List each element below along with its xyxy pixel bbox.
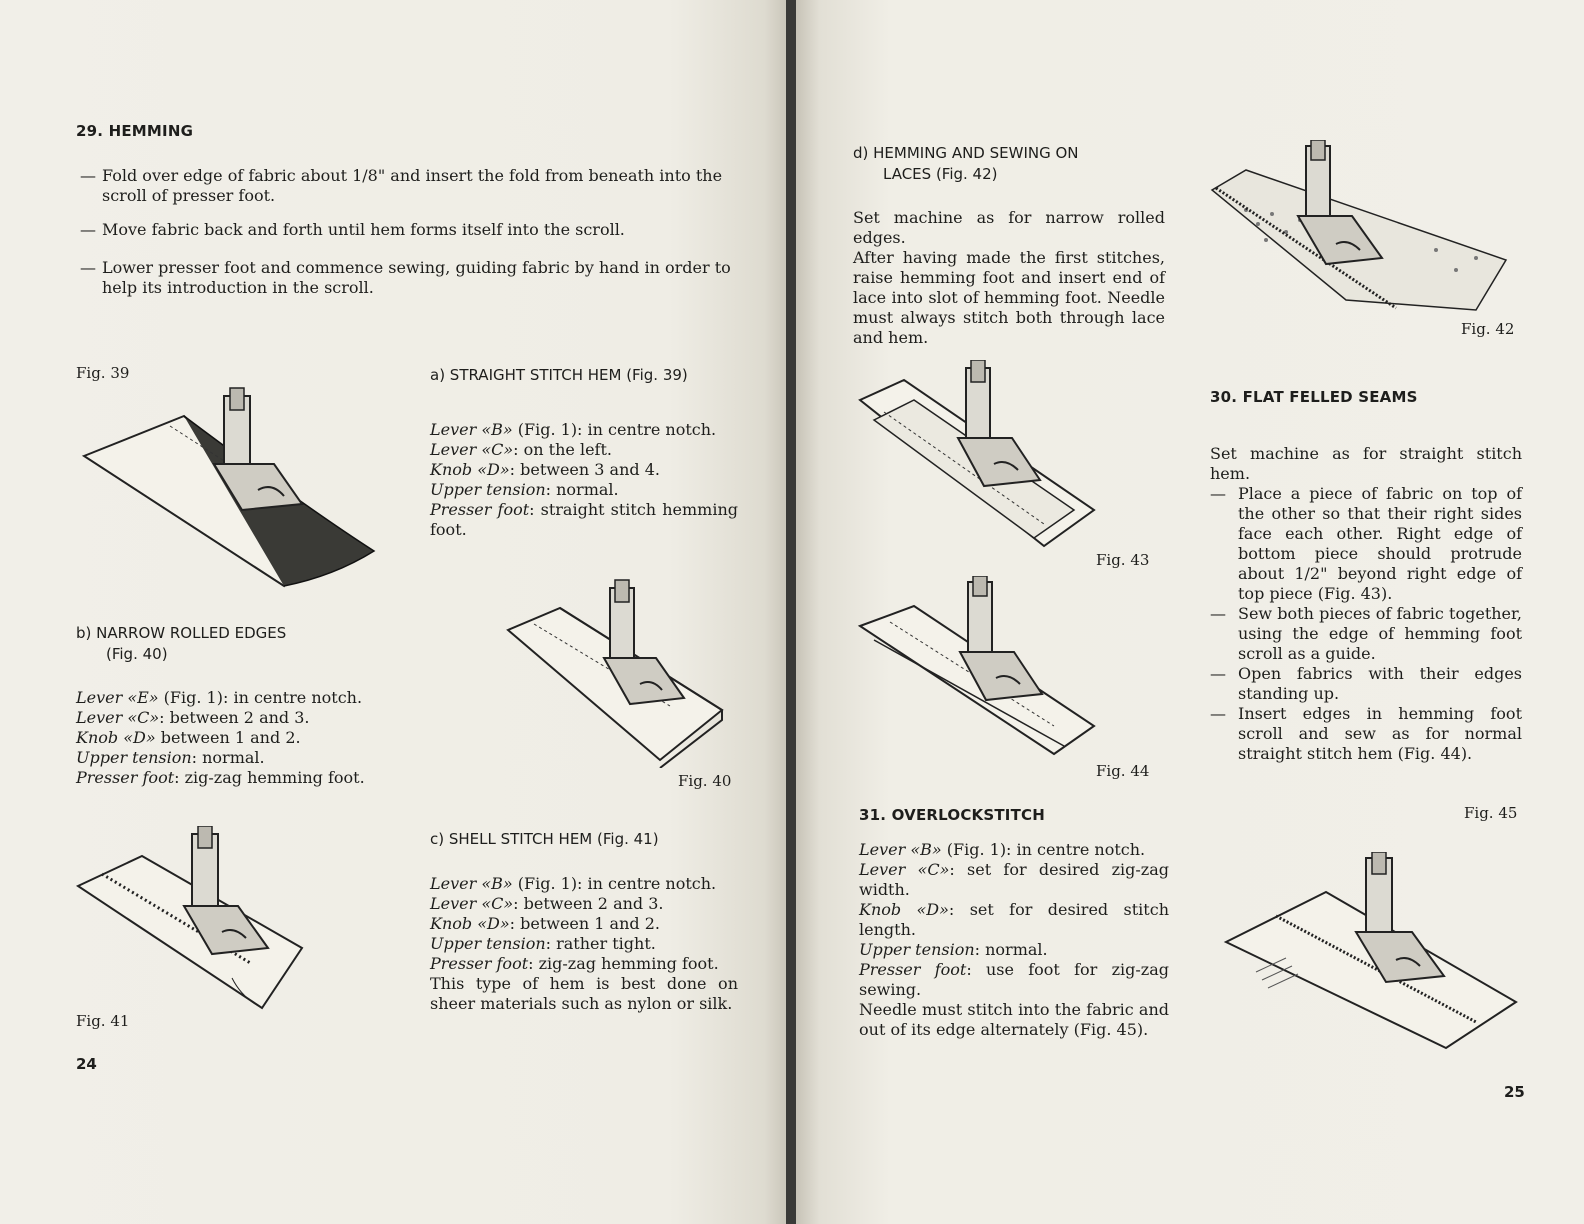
- setting-line: Lever «B» (Fig. 1): in centre notch.: [859, 840, 1146, 859]
- hemming-steps: [80, 166, 738, 298]
- hemming-step: — Fold over edge of fabric about 1/8" and insert the fold from beneath into the scroll of presser foot.: [80, 166, 723, 205]
- fig40-illustration: [500, 578, 730, 768]
- fig45-label: Fig. 45: [1464, 804, 1518, 822]
- fig40-label: Fig. 40: [678, 772, 732, 790]
- left-page: [0, 0, 788, 1224]
- section30-step: — Insert edges in hemming foot scroll and sew as for normal straight stitch hem (Fig. 44).: [1210, 704, 1522, 763]
- sub-c-note: This type of hem is best done on sheer materials such as nylon or silk.: [430, 974, 738, 1013]
- setting-line: Presser foot: zig-zag hemming foot.: [430, 954, 719, 973]
- setting-line: Presser foot: straight stitch hemming foot.: [430, 500, 738, 539]
- hemming-step: — Lower presser foot and commence sewing, guiding fabric by hand in order to help its introduction in the scroll.: [80, 258, 731, 297]
- setting-line: Presser foot: zig-zag hemming foot.: [76, 768, 365, 787]
- sub-d-title: d) HEMMING AND SEWING ON LACES (Fig. 42): [853, 144, 1079, 183]
- setting-line: Upper tension: normal.: [430, 480, 619, 499]
- setting-line: Lever «C»: between 2 and 3.: [76, 708, 310, 727]
- fig42-illustration: [1206, 140, 1516, 320]
- section31-note: Needle must stitch into the fabric and out of its edge alternately (Fig. 45).: [859, 1000, 1169, 1039]
- section30-step: — Place a piece of fabric on top of the other so that their right sides face each other. Right edge of bottom piece should protrude about 1/2" beyond right edge of top piece (Fig. 43).: [1210, 484, 1522, 603]
- setting-line: Lever «B» (Fig. 1): in centre notch.: [430, 420, 717, 439]
- setting-line: Upper tension: rather tight.: [430, 934, 656, 953]
- sub-b-title: b) NARROW ROLLED EDGES (Fig. 40): [76, 624, 287, 663]
- fig41-illustration: [72, 826, 312, 1016]
- setting-line: Knob «D»: between 3 and 4.: [430, 460, 660, 479]
- section30-step: — Sew both pieces of fabric together, using the edge of hemming foot scroll as a guide.: [1210, 604, 1522, 663]
- section-title-overlockstitch: 31. OVERLOCKSTITCH: [859, 806, 1045, 824]
- fig45-illustration: [1216, 852, 1526, 1052]
- fig43-label: Fig. 43: [1096, 551, 1150, 569]
- section-title-flat-felled: 30. FLAT FELLED SEAMS: [1210, 388, 1418, 406]
- page-number-left: 24: [76, 1055, 97, 1073]
- section30-intro: Set machine as for straight stitch hem.: [1210, 444, 1522, 483]
- sub-a-settings: [430, 420, 738, 540]
- setting-line: Upper tension: normal.: [76, 748, 265, 767]
- fig41-label: Fig. 41: [76, 1012, 130, 1030]
- setting-line: Lever «C»: between 2 and 3.: [430, 894, 664, 913]
- setting-line: Lever «B» (Fig. 1): in centre notch.: [430, 874, 717, 893]
- setting-line: Presser foot: use foot for zig-zag sewing.: [859, 960, 1169, 999]
- right-page: [796, 0, 1584, 1224]
- section30-step: — Open fabrics with their edges standing up.: [1210, 664, 1522, 703]
- fig44-illustration: [854, 576, 1104, 756]
- setting-line: Knob «D»: between 1 and 2.: [430, 914, 660, 933]
- setting-line: Knob «D»: set for desired stitch length.: [859, 900, 1169, 939]
- setting-line: Lever «E» (Fig. 1): in centre notch.: [76, 688, 363, 707]
- fig44-label: Fig. 44: [1096, 762, 1150, 780]
- fig39-label: Fig. 39: [76, 364, 130, 382]
- setting-line: Lever «C»: on the left.: [430, 440, 612, 459]
- fig42-label: Fig. 42: [1461, 320, 1515, 338]
- fig39-illustration: [74, 386, 394, 596]
- section30-body: [1210, 444, 1522, 764]
- setting-line: Upper tension: normal.: [859, 940, 1048, 959]
- section-title-hemming: 29. HEMMING: [76, 122, 194, 140]
- page-number-right: 25: [1504, 1083, 1525, 1101]
- hemming-step: — Move fabric back and forth until hem forms itself into the scroll.: [80, 220, 625, 239]
- sub-b-settings: [76, 688, 382, 788]
- setting-line: Lever «C»: set for desired zig-zag width.: [859, 860, 1169, 899]
- fig43-illustration: [854, 360, 1104, 550]
- sub-c-title: c) SHELL STITCH HEM (Fig. 41): [430, 830, 659, 848]
- sub-a-title: a) STRAIGHT STITCH HEM (Fig. 39): [430, 366, 688, 384]
- setting-line: Knob «D» between 1 and 2.: [76, 728, 301, 747]
- sub-c-settings: [430, 874, 738, 1014]
- section31-settings: [859, 840, 1169, 1040]
- sub-d-text: Set machine as for narrow rolled edges. After having made the first stitches, raise hemming foot and insert end of lace into slot of hemming foot. Needle must always stitch both through lace and hem.: [853, 208, 1165, 347]
